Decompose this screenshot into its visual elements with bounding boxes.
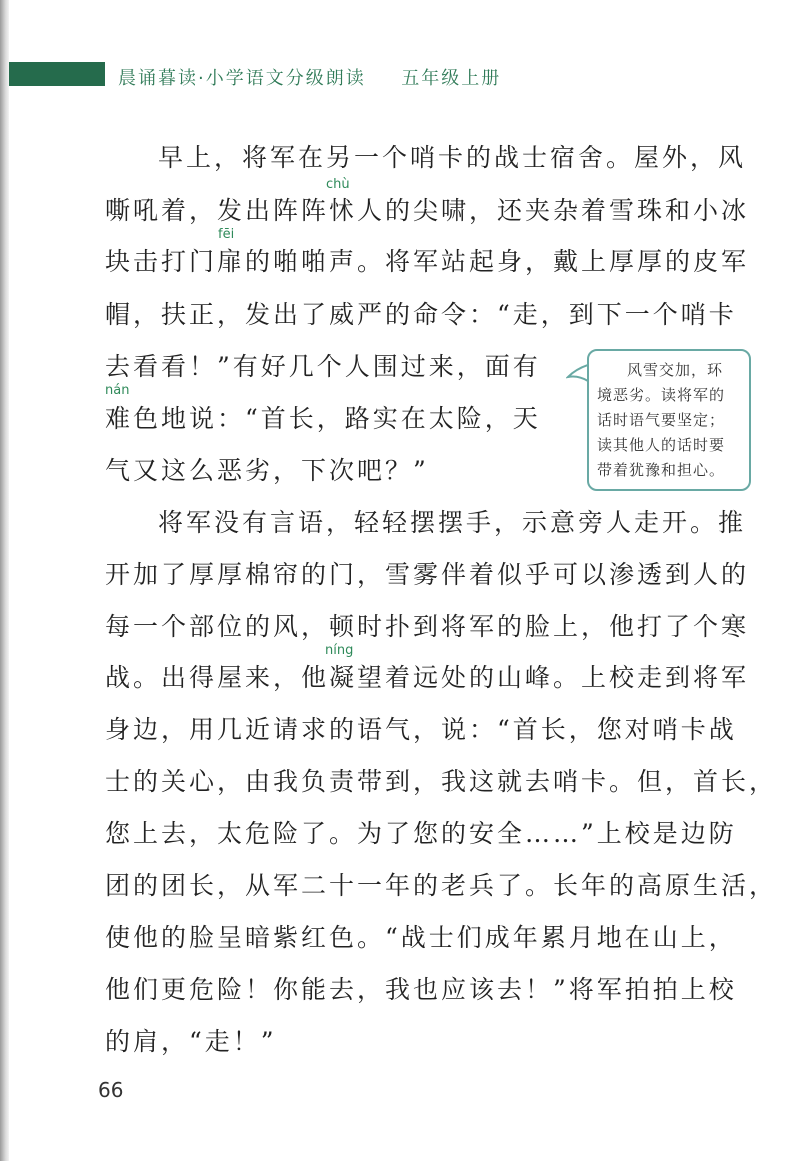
callout-tail-icon <box>566 363 588 385</box>
pinyin-ning: níng <box>325 643 354 658</box>
side-note-line: 风雪交加，环 <box>627 361 724 379</box>
header-color-bar <box>9 62 105 86</box>
body-line: 块击打门扉的啪啪声。将军站起身，戴上厚厚的皮军 <box>105 247 750 276</box>
pinyin-fei: fēi <box>218 227 235 242</box>
body-line: 将军没有言语，轻轻摆摆手，示意旁人走开。推 <box>158 508 747 537</box>
body-line: 难色地说：“首长，路实在太险，天 <box>105 404 541 433</box>
body-line: 帽，扶正，发出了威严的命令：“走，到下一个哨卡 <box>105 300 737 329</box>
page-number: 66 <box>98 1078 124 1102</box>
body-line: 战。出得屋来，他凝望着远处的山峰。上校走到将军 <box>105 663 750 692</box>
running-header <box>118 64 501 90</box>
side-note <box>587 349 751 491</box>
side-note-line: 带着犹豫和担心。 <box>597 461 726 479</box>
body-line: 开加了厚厚棉帘的门，雪雾伴着似乎可以渗透到人的 <box>105 560 750 589</box>
body-line: 使他的脸呈暗紫红色。“战士们成年累月地在山上， <box>105 923 737 952</box>
body-line: 嘶吼着，发出阵阵怵人的尖啸，还夹杂着雪珠和小冰 <box>105 196 750 225</box>
body-line: 他们更危险！你能去，我也应该去！”将军拍拍上校 <box>105 975 737 1004</box>
header-grade: 五年级上册 <box>401 68 502 89</box>
body-line: 的肩，“走！” <box>105 1027 277 1056</box>
body-line: 早上，将军在另一个哨卡的战士宿舍。屋外，风 <box>158 143 747 172</box>
body-line: 身边，用几近请求的语气，说：“首长，您对哨卡战 <box>105 715 737 744</box>
side-note-line: 读其他人的话时要 <box>597 436 726 454</box>
body-line: 您上去，太危险了。为了您的安全……”上校是边防 <box>105 819 737 848</box>
pinyin-nan: nán <box>105 383 130 398</box>
side-note-line: 境恶劣。读将军的 <box>597 386 726 404</box>
side-note-line: 话时语气要坚定； <box>597 411 726 429</box>
body-line: 团的团长，从军二十一年的老兵了。长年的高原生活， <box>105 871 778 900</box>
header-title: 晨诵暮读·小学语文分级朗读 <box>118 68 366 89</box>
body-line: 去看看！”有好几个人围过来，面有 <box>105 352 541 381</box>
body-line: 士的关心，由我负责带到，我这就去哨卡。但，首长， <box>105 767 778 796</box>
body-line: 气又这么恶劣，下次吧？” <box>105 456 429 485</box>
book-spine-shadow <box>0 0 9 1161</box>
body-line: 每一个部位的风，顿时扑到将军的脸上，他打了个寒 <box>105 612 750 641</box>
pinyin-chu: chù <box>326 177 350 192</box>
